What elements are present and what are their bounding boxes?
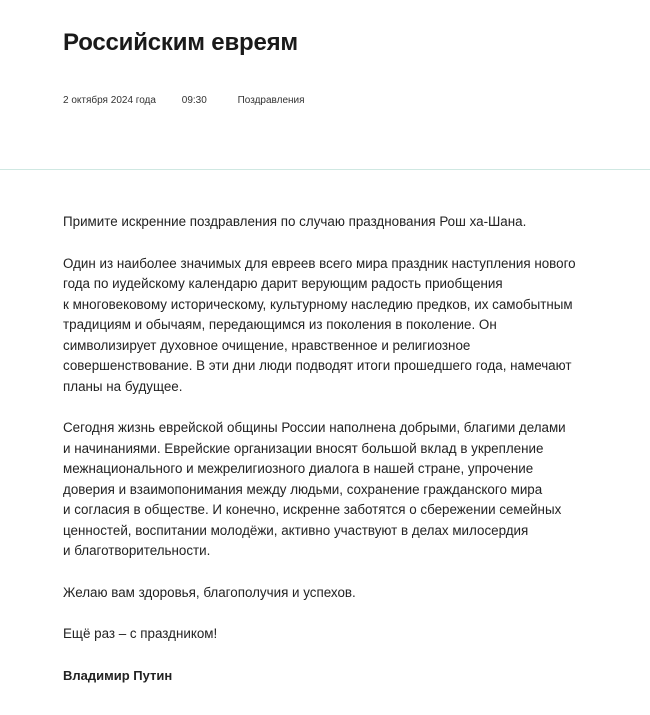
signature: Владимир Путин [63, 667, 173, 683]
text-line: к многовековому историческому, культурному наследию предков, их самобытным [63, 296, 573, 312]
text-line: Желаю вам здоровья, благополучия и успехов. [63, 584, 356, 600]
category-link[interactable]: Поздравления [237, 95, 305, 106]
text-line: и благотворительности. [63, 543, 211, 558]
text-line: Ещё раз – с праздником! [63, 626, 218, 641]
text-line: планы на будущее. [63, 378, 183, 394]
text-line: Примите искренние поздравления по случаю празднования Рош ха-Шана. [63, 214, 527, 229]
publish-date: 2 октября 2024 года [63, 95, 156, 106]
text-line: Сегодня жизнь еврейской общины России наполнена добрыми, благими делами [63, 420, 566, 435]
text-line: символизирует духовное очищение, нравственное и религиозное [63, 337, 471, 353]
text-line: и согласия в обществе. И конечно, искренне заботятся о сбережении семейных [63, 502, 562, 517]
article-meta [63, 95, 305, 107]
text-line: и начинаниями. Еврейские организации вносят большой вклад в укрепление [63, 440, 544, 456]
text-line: ценностей, воспитании молодёжи, активно участвуют в делах милосердия [63, 522, 529, 538]
paragraph-closing [63, 624, 583, 645]
text-line: Один из наиболее значимых для евреев всего мира праздник наступления нового [63, 255, 576, 271]
paragraph-holiday-meaning [63, 254, 583, 398]
paragraph-greeting [63, 212, 583, 233]
paragraph-wishes [63, 583, 583, 604]
article-body [63, 212, 583, 707]
publish-time: 09:30 [181, 95, 207, 106]
text-line: года по иудейскому календарю дарит верующим радость приобщения [63, 276, 503, 291]
text-line: совершенствование. В эти дни люди подводят итоги прошедшего года, намечают [63, 358, 572, 373]
paragraph-community [63, 418, 583, 562]
article-header [0, 0, 650, 170]
text-line: традициям и обычаям, передающимся из поколения в поколение. Он [63, 317, 497, 332]
page-title: Российским евреям [63, 29, 298, 56]
text-line: доверия и взаимопонимания между людьми, сохранение гражданского мира [63, 481, 543, 497]
text-line: межнационального и межрелигиозного диалога в нашей стране, упрочение [63, 461, 534, 476]
